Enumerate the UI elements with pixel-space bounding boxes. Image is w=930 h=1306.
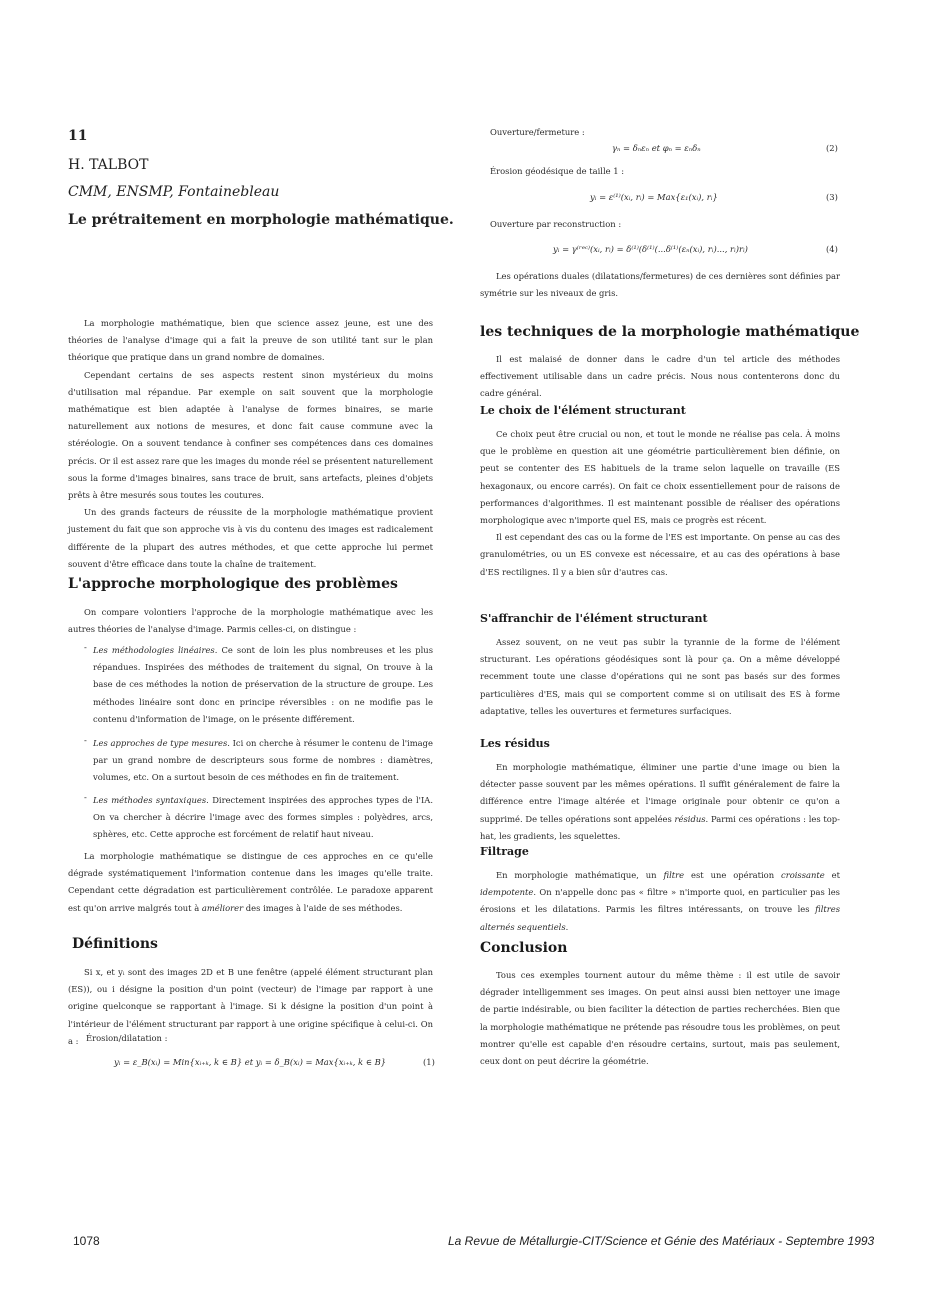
filtrage-section: En morphologie mathématique, un filtre est une opération croissante et idempotente. On n'appelle donc pas « filtre » n'importe quoi, en particulier pas les érosions et les dilatations. Parmis les filtres intéressants, on trouve les filtres alternés sequentiels. [480,870,840,932]
choix-paragraph-1: Ce choix peut être crucial ou non, et tout le monde ne réalise pas cela. À moins que le problème en question ait une géométrie particulièrement bien définie, on peut se contenter des ES habituels de la trame selon laquelle on travaille (ES hexagonaux, ou encore carrés). On fait ce choix essentiellement pour de raisons de performances d'algorithmes. Il est maintenant possible de réaliser des opérations morphologique avec n'importe quel ES, mais ce progrès est récent. [480,429,840,526]
residus-heading: Les résidus [480,737,550,750]
conclusion-heading: Conclusion [480,940,568,956]
equation-1-number: (1) [423,1057,435,1067]
equation-2: γₙ = δₙεₙ et φₙ = εₙδₙ [612,143,701,153]
equation-2-number: (2) [826,143,838,153]
choix-section [480,426,840,581]
techniques-paragraph: Il est malaisé de donner dans le cadre d'un tel article des méthodes effectivement utilisable dans un cadre précis. Nous nous contenterons donc du cadre général. [480,354,840,399]
approche-paragraph-1: On compare volontiers l'approche de la morphologie mathématique avec les autres théories de l'analyse d'image. Parmis celles-ci, on distingue : [68,607,433,635]
duales-section [480,268,840,302]
approche-heading: L'approche morphologique des problèmes [68,576,398,592]
equation-4: yᵢ = γ⁽ʳᵉᶜ⁾(xᵢ, rᵢ) = δ⁽¹⁾(δ⁽¹⁾(...δ⁽¹⁾(εₙ(xᵢ), rᵢ)..., rᵢ)rᵢ) [553,244,748,254]
affiliation: CMM, ENSMP, Fontainebleau [68,184,280,200]
equation-4-number: (4) [826,244,838,254]
affranchir-paragraph: Assez souvent, on ne veut pas subir la tyrannie de la forme de l'élément structurant. Les opérations géodésiques sont là pour ça. On a même développé recemment toute une classe d'opérations qui ne sont pas basés sur des formes particulières d'ES, mais qui se comportent comme si on utilisait des ES à forme adaptative, telles les ouvertures et fermetures surfaciques. [480,637,840,716]
page-number: 1078 [73,1234,100,1248]
approche-paragraph-2: La morphologie mathématique se distingue de ces approches en ce qu'elle dégrade systématiquement l'information contenue dans les images qu'elle traite. Cependant cette dégradation est particulièrement contrôlée. Le paradoxe apparent est qu'on arrive malgrés tout à améliorer des images à l'aide de ses méthodes. [68,851,433,913]
journal-name: La Revue de Métallurgie-CIT/Science et Génie des Matériaux - Septembre 1993 [448,1234,875,1248]
equation-1: yᵢ = ε_B(xᵢ) = Min{xᵢ₊ₖ, k ∈ B} et yᵢ = δ_B(xᵢ) = Max{xᵢ₊ₖ, k ∈ B} [114,1057,387,1067]
conclusion-paragraph: Tous ces exemples tournent autour du même thème : il est utile de savoir dégrader intelligemment ses images. On peut ainsi aussi bien nettoyer une image de partie indésirable, ou bien faciliter la détection de parties recherchées. Bien que la morphologie mathématique ne prétende pas résoudre tous les problèmes, on peut montrer qu'elle est capable d'en résoudre certains, surtout, mais pas seulement, ceux dont on peut décrire la géométrie. [480,970,840,1067]
reconstruction-label: Ouverture par reconstruction : [490,219,622,229]
definitions-heading: Définitions [72,936,158,952]
techniques-heading: les techniques de la morphologie mathématique [480,324,860,340]
definitions-paragraph: Si x, et yᵢ sont des images 2D et B une fenêtre (appelé élément structurant plan (ES)), ou i désigne la position d'un point (vecteur) de l'image par rapport à une origine quelconque se rapportant à l'image. Si k désigne la position d'un point à l'intérieur de l'élément structurant par rapport à une origine spécifique à celui-ci. On a : [68,967,433,1046]
filtrage-heading: Filtrage [480,845,529,858]
author: H. TALBOT [68,157,149,173]
intro-paragraph-1: La morphologie mathématique, bien que science assez jeune, est une des théories de l'analyse d'image qui a fait la preuve de son utilité tant sur le plan théorique que pratique dans un grand nombre de domaines. [68,318,433,363]
erosion-label: Érosion/dilatation : [86,1033,168,1043]
list-item: - Les approches de type mesures. Ici on cherche à résumer le contenu de l'image par un grand nombre de descripteurs sous forme de nombres : diamètres, volumes, etc. On a surtout besoin de ces méthodes en fin de traitement. [84,735,433,783]
article-title: Le prétraitement en morphologie mathématique. [68,212,454,228]
intro-paragraph-2: Cependant certains de ses aspects restent sinon mystérieux du moins d'utilisation mal répandue. Par exemple on sait souvent que la morphologie mathématique est bien adaptée à l'analyse de formes binaires, se marie naturellement aux notions de mesures, et donc fait cause commune avec la stéréologie. On a souvent tendance à confiner ses compétences dans ces domaines précis. Or il est assez rare que les images du monde réel se présentent naturellement sous la forme d'images binaires, sans trace de bruit, sans artefacts, pleines d'objets prêts à être mesurés sous toutes les coutures. [68,369,433,501]
ouverture-label: Ouverture/fermeture : [490,127,585,137]
list-item: - Les méthodologies linéaires. Ce sont de loin les plus nombreuses et les plus répandues. Inspirées des méthodes de traitement du signal, On trouve à la base de ces méthodes la notion de préservation de la structure de groupe. Les méthodes linéaire sont donc en principe réversibles : on ne modifie pas le contenu d'information de l'image, on le présente différement. [84,642,433,724]
conclusion-section [480,967,840,1070]
equation-3: yᵢ = ε⁽¹⁾(xᵢ, rᵢ) = Max{ε₁(xᵢ), rᵢ} [590,192,718,202]
equation-3-number: (3) [826,192,838,202]
intro-section [68,315,433,573]
affranchir-section [480,634,840,720]
duales-paragraph: Les opérations duales (dilatations/fermetures) de ces dernières sont définies par symétrie sur les niveaux de gris. [480,271,840,299]
techniques-section [480,351,840,403]
article-number: 11 [68,128,88,144]
choix-heading: Le choix de l'élément structurant [480,404,686,417]
approche-section [68,604,433,638]
intro-paragraph-3: Un des grands facteurs de réussite de la morphologie mathématique provient justement du fait que son approche vis à vis du contenu des images est radicalement différente de la plupart des autres méthodes, et que cette approche lui permet souvent d'être efficace dans toute la chaîne de traitement. [68,507,433,569]
geodesique-label: Érosion géodésique de taille 1 : [490,166,625,176]
list-item: - Les méthodes syntaxiques. Directement inspirées des approches types de l'IA. On va chercher à décrire l'image avec des formes simples : polyèdres, arcs, sphères, etc. Cette approche est forcément de relatif haut niveau. [84,792,433,840]
choix-paragraph-2: Il est cependant des cas ou la forme de l'ES est importante. On pense au cas des granulométries, ou un ES convexe est nécessaire, et au cas des opérations à base d'ES rectilignes. Il y a bien sûr d'autres cas. [480,532,840,577]
affranchir-heading: S'affranchir de l'élément structurant [480,612,708,625]
residus-section: En morphologie mathématique, éliminer une partie d'une image ou bien la détecter passe souvent par les mêmes opérations. Il suffit généralement de faire la différence entre l'image altérée et l'image originale pour obtenir ce qu'on a supprimé. De telles opérations sont appelées résidus. Parmi ces opérations : les top-hat, les gradients, les squelettes. [480,762,840,841]
